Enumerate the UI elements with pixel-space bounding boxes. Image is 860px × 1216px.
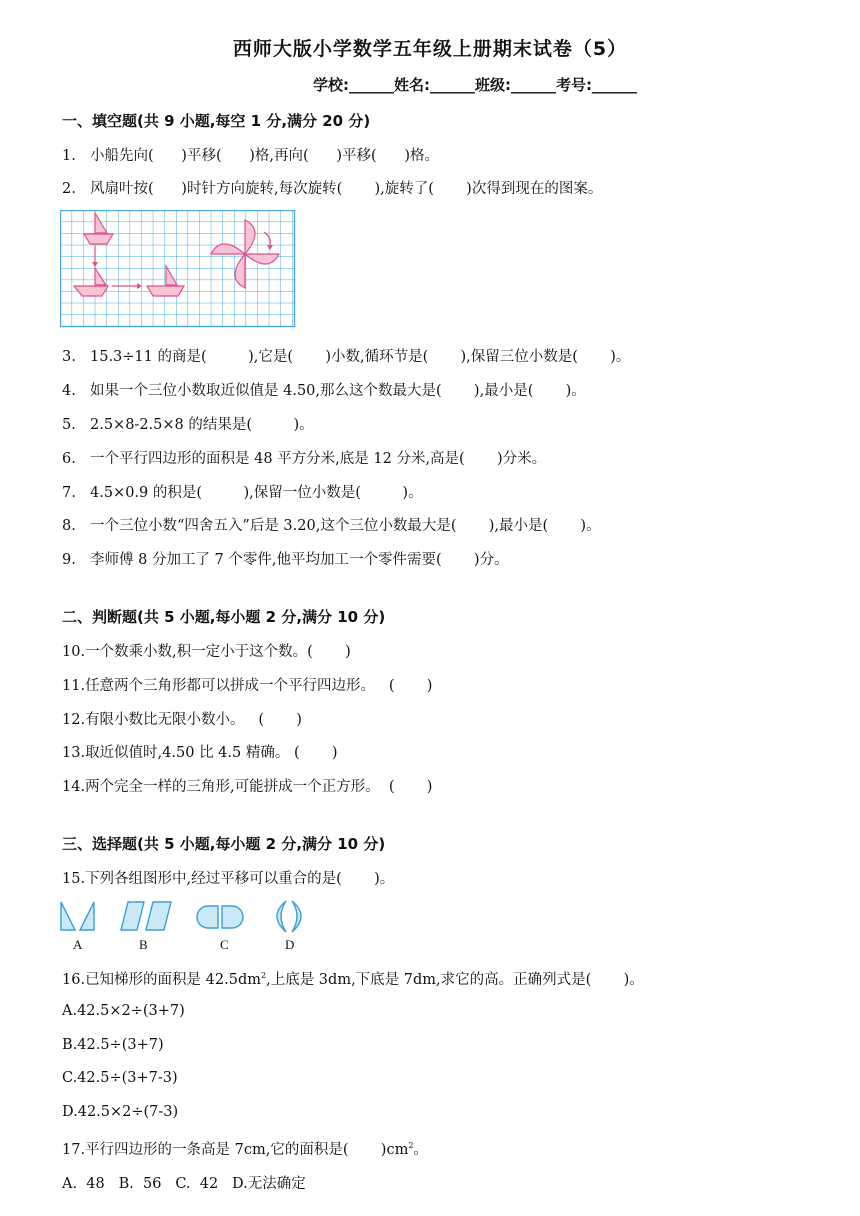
question-6: 6. 一个平行四边形的面积是 48 平方分米,底是 12 分米,高是( )分米。	[62, 451, 547, 467]
question-9: 9. 李师傅 8 分加工了 7 个零件,他平均加工一个零件需要( )分。	[62, 552, 509, 568]
question-2: 2. 风扇叶按( )时针方向旋转,每次旋转( ),旋转了( )次得到现在的图案。	[62, 181, 603, 197]
question-5: 5. 2.5×8-2.5×8 的结果是( )。	[62, 417, 314, 433]
option-16-c: C.42.5÷(3+7-3)	[62, 1070, 178, 1086]
section-heading-judge: 二、判断题(共 5 小题,每小题 2 分,满分 10 分)	[62, 608, 386, 626]
student-info-line: 学校:______姓名:______班级:______考号:______	[313, 76, 637, 94]
question-4: 4. 如果一个三位小数取近似值是 4.50,那么这个数最大是( ),最小是( )。	[62, 383, 586, 399]
option-16-a: A.42.5×2÷(3+7)	[62, 1003, 185, 1019]
shape-a-right	[80, 902, 94, 930]
question-11: 11.任意两个三角形都可以拼成一个平行四边形。 ( )	[62, 678, 433, 694]
question-15: 15.下列各组图形中,经过平移可以重合的是( )。	[62, 871, 395, 887]
question-3: 3. 15.3÷11 的商是( ),它是( )小数,循环节是( ),保留三位小数是( )。	[62, 349, 631, 365]
shape-d-right	[292, 901, 301, 932]
shape-b-right	[146, 902, 171, 930]
label-d: D	[285, 937, 295, 952]
question-14: 14.两个完全一样的三角形,可能拼成一个正方形。 ( )	[62, 779, 433, 795]
section-heading-choice: 三、选择题(共 5 小题,每小题 2 分,满分 10 分)	[62, 835, 386, 853]
option-17: A. 48 B. 56 C. 42 D.无法确定	[62, 1176, 306, 1192]
shape-a-left	[61, 902, 75, 930]
shape-c-left	[197, 906, 218, 928]
question-12: 12.有限小数比无限小数小。 ( )	[62, 712, 302, 728]
question-10: 10.一个数乘小数,积一定小于这个数。( )	[62, 644, 351, 660]
shape-c-right	[222, 906, 243, 928]
question-13: 13.取近似值时,4.50 比 4.5 精确。 ( )	[62, 745, 338, 761]
label-a: A	[73, 937, 83, 952]
question-8: 8. 一个三位小数“四舍五入”后是 3.20,这个三位小数最大是( ),最小是( )。	[62, 518, 601, 534]
grid-figure	[60, 210, 296, 328]
section-heading-fill: 一、填空题(共 9 小题,每空 1 分,满分 20 分)	[62, 112, 371, 130]
shape-b-left	[121, 902, 144, 930]
shape-d-left	[277, 901, 286, 932]
page-title: 西师大版小学数学五年级上册期末试卷（5）	[232, 38, 628, 60]
question-7: 7. 4.5×0.9 的积是( ),保留一位小数是( )。	[62, 485, 423, 501]
question-17: 17.平行四边形的一条高是 7cm,它的面积是( )$cm^2$。	[62, 1141, 428, 1158]
label-c: C	[220, 937, 229, 952]
option-16-b: B.42.5÷(3+7)	[62, 1037, 164, 1053]
shapes-figure	[58, 897, 318, 955]
option-16-d: D.42.5×2÷(7-3)	[62, 1104, 179, 1120]
question-16: 16.已知梯形的面积是 $42.5dm^2$,上底是 3dm,下底是 7dm,求它的高。正确列式是( )。	[62, 971, 644, 988]
question-1: 1. 小船先向( )平移( )格,再向( )平移( )格。	[62, 148, 439, 164]
label-b: B	[139, 937, 148, 952]
